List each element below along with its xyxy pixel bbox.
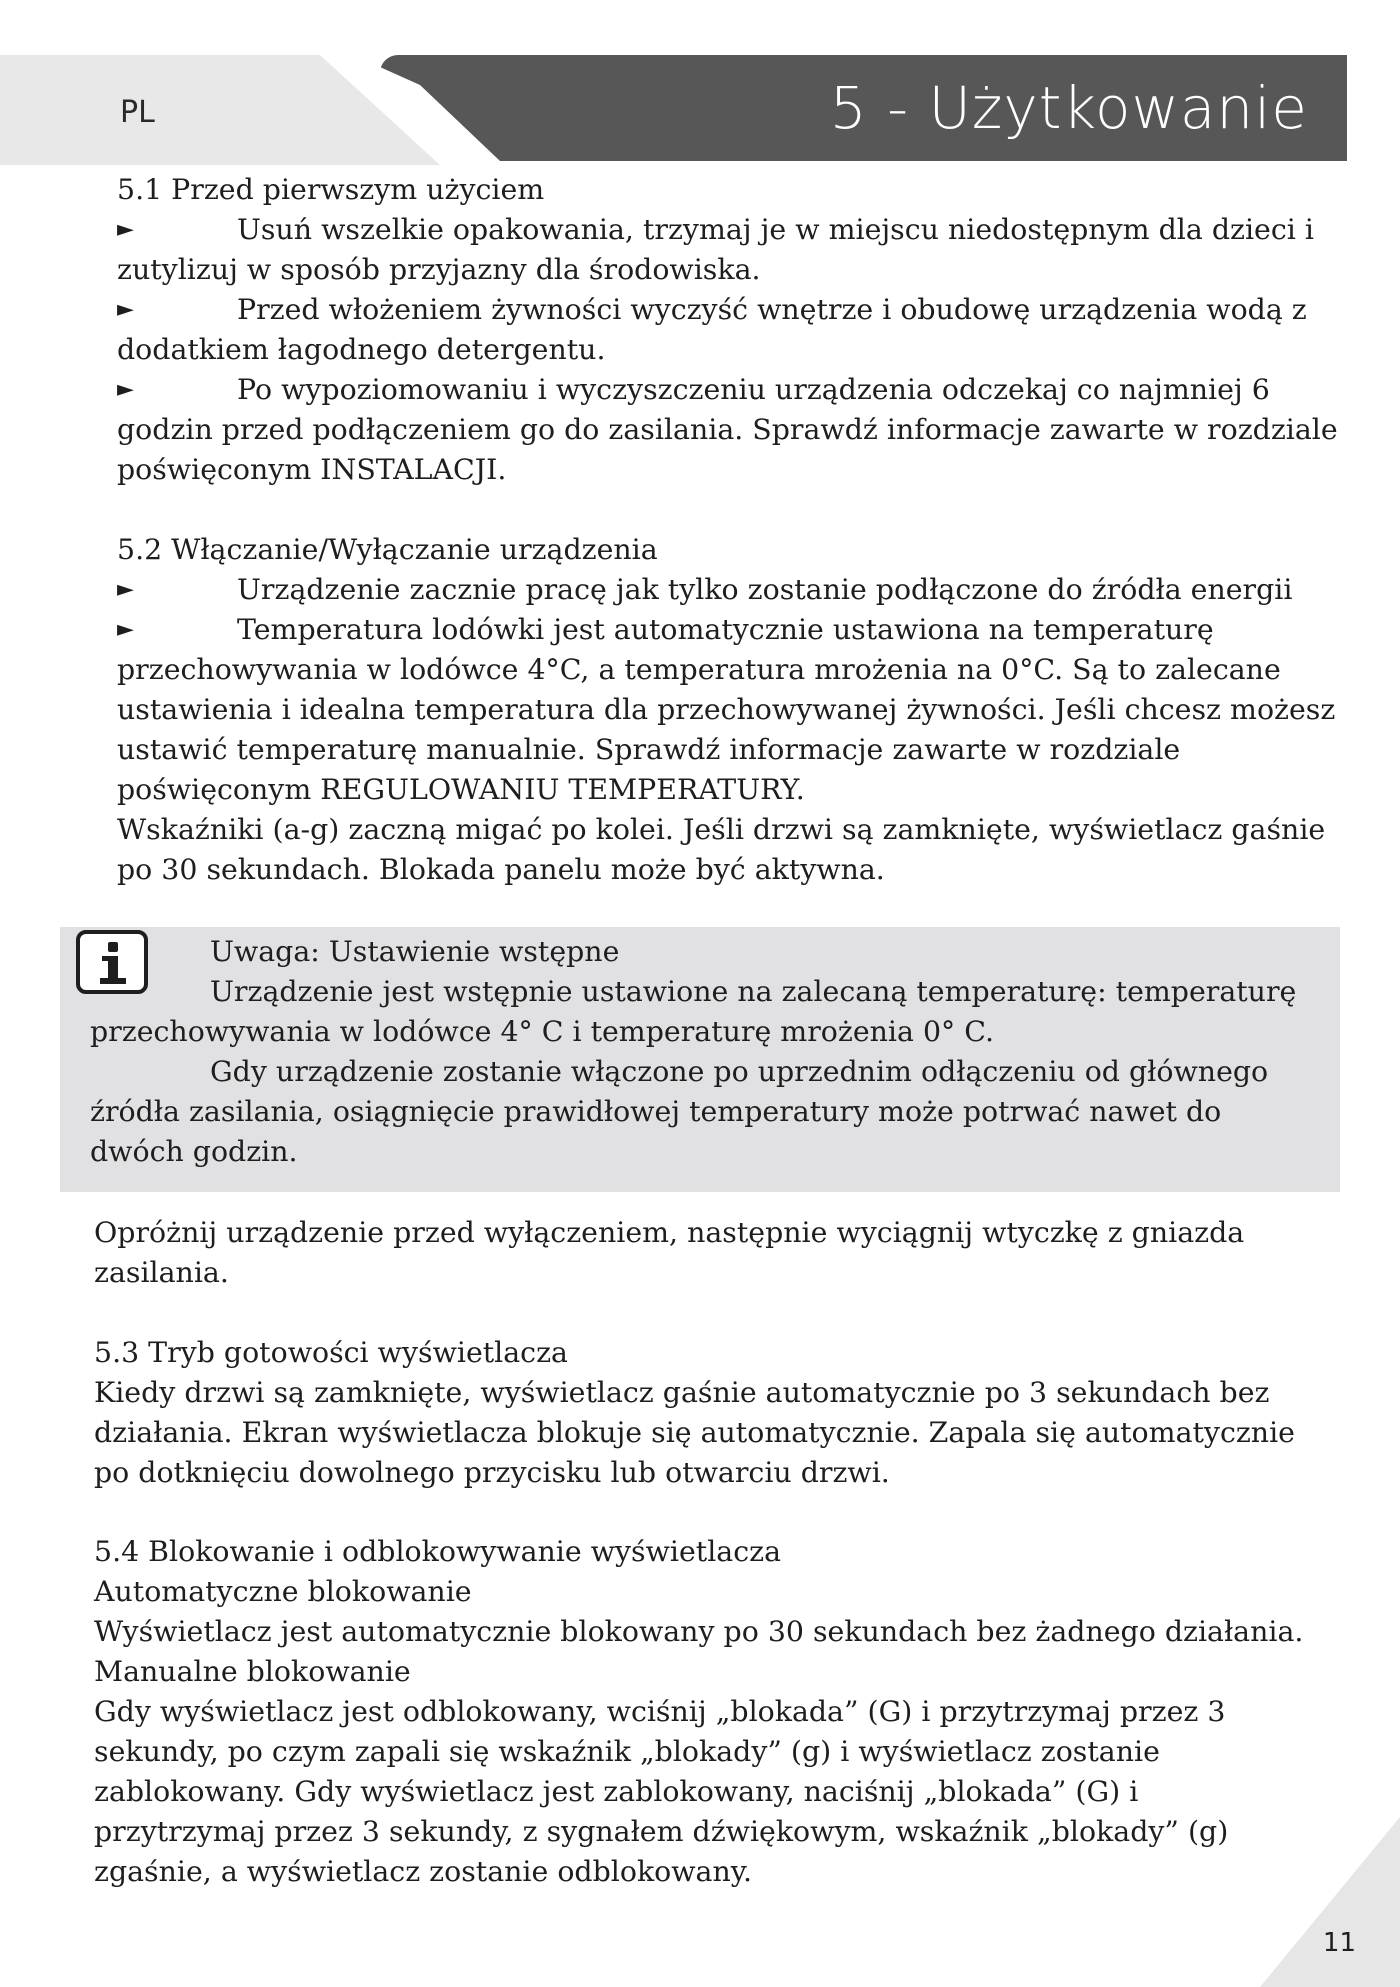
bullet-text: Przed włożeniem żywności wyczyść wnętrze i obudowę urządzenia wodą z	[237, 293, 1307, 326]
section-5-4-heading: 5.4 Blokowanie i odblokowywanie wyświetlacza	[94, 1535, 781, 1568]
page-number: 11	[1322, 1928, 1356, 1958]
bullet-text-cont: ustawienia i idealna temperatura dla przechowywanej żywności. Jeśli chcesz możesz	[117, 693, 1336, 726]
paragraph-line: Gdy wyświetlacz jest odblokowany, wciśnij „blokada” (G) i przytrzymaj przez 3	[94, 1695, 1226, 1728]
section-5-2	[117, 530, 1335, 890]
paragraph-line: po 30 sekundach. Blokada panelu może być aktywna.	[117, 853, 885, 886]
paragraph-line: sekundy, po czym zapali się wskaźnik „blokady” (g) i wyświetlacz zostanie	[94, 1735, 1160, 1768]
section-5-4	[94, 1532, 1303, 1892]
note-line: przechowywania w lodówce 4° C i temperaturę mrożenia 0° C.	[90, 1015, 994, 1048]
section-5-3-heading: 5.3 Tryb gotowości wyświetlacza	[94, 1336, 568, 1369]
bullet-item	[117, 570, 1335, 610]
note-title: Uwaga: Ustawienie wstępne	[210, 935, 620, 968]
bullet-arrow-icon: ►	[117, 377, 134, 402]
section-5-2-heading: 5.2 Włączanie/Wyłączanie urządzenia	[117, 533, 658, 566]
section-5-3	[94, 1333, 1295, 1493]
bullet-text: Po wypoziomowaniu i wyczyszczeniu urządzenia odczekaj co najmniej 6	[237, 373, 1270, 406]
paragraph-line: Wskaźniki (a-g) zaczną migać po kolei. Jeśli drzwi są zamknięte, wyświetlacz gaśnie	[117, 813, 1326, 846]
paragraph-line: po dotknięciu dowolnego przycisku lub otwarciu drzwi.	[94, 1456, 890, 1489]
info-note-text	[90, 932, 1296, 1172]
bullet-text-cont: poświęconym REGULOWANIU TEMPERATURY.	[117, 773, 805, 806]
note-line: dwóch godzin.	[90, 1135, 298, 1168]
page-title: 5 - Użytkowanie	[829, 74, 1308, 142]
header-left-tab	[0, 55, 440, 165]
bullet-arrow-icon: ►	[117, 217, 134, 242]
paragraph-line: zgaśnie, a wyświetlacz zostanie odblokowany.	[94, 1855, 753, 1888]
paragraph-line: Wyświetlacz jest automatycznie blokowany po 30 sekundach bez żadnego działania.	[94, 1615, 1304, 1648]
unplug-paragraph	[94, 1213, 1244, 1293]
bullet-item	[117, 610, 1335, 650]
subheading-auto-lock: Automatyczne blokowanie	[94, 1575, 472, 1608]
bullet-text-cont: zutylizuj w sposób przyjazny dla środowiska.	[117, 253, 761, 286]
bullet-item	[117, 290, 1338, 330]
section-5-1-heading: 5.1 Przed pierwszym użyciem	[117, 173, 545, 206]
bullet-arrow-icon: ►	[117, 297, 134, 322]
note-line: Gdy urządzenie zostanie włączone po uprzednim odłączeniu od głównego	[210, 1055, 1269, 1088]
language-label: PL	[120, 95, 155, 130]
bullet-text-cont: przechowywania w lodówce 4°C, a temperatura mrożenia na 0°C. Są to zalecane	[117, 653, 1281, 686]
bullet-arrow-icon: ►	[117, 577, 134, 602]
subheading-manual-lock: Manualne blokowanie	[94, 1655, 411, 1688]
bullet-arrow-icon: ►	[117, 617, 134, 642]
bullet-item	[117, 210, 1338, 250]
bullet-text: Temperatura lodówki jest automatycznie ustawiona na temperaturę	[237, 613, 1214, 646]
paragraph-line: Opróżnij urządzenie przed wyłączeniem, następnie wyciągnij wtyczkę z gniazda	[94, 1216, 1245, 1249]
bullet-text: Usuń wszelkie opakowania, trzymaj je w miejscu niedostępnym dla dzieci i	[237, 213, 1314, 246]
bullet-text-cont: poświęconym INSTALACJI.	[117, 453, 507, 486]
bullet-text: Urządzenie zacznie pracę jak tylko zostanie podłączone do źródła energii	[237, 573, 1293, 606]
paragraph-line: Kiedy drzwi są zamknięte, wyświetlacz gaśnie automatycznie po 3 sekundach bez	[94, 1376, 1270, 1409]
paragraph-line: zablokowany. Gdy wyświetlacz jest zablokowany, naciśnij „blokada” (G) i	[94, 1775, 1139, 1808]
bullet-text-cont: ustawić temperaturę manualnie. Sprawdź informacje zawarte w rozdziale	[117, 733, 1181, 766]
note-line: Urządzenie jest wstępnie ustawione na zalecaną temperaturę: temperaturę	[210, 975, 1297, 1008]
paragraph-line: zasilania.	[94, 1256, 229, 1289]
paragraph-line: przytrzymaj przez 3 sekundy, z sygnałem dźwiękowym, wskaźnik „blokady” (g)	[94, 1815, 1229, 1848]
note-line: źródła zasilania, osiągnięcie prawidłowej temperatury może potrwać nawet do	[90, 1095, 1222, 1128]
bullet-item	[117, 370, 1338, 410]
bullet-text-cont: dodatkiem łagodnego detergentu.	[117, 333, 606, 366]
section-5-1	[117, 170, 1338, 490]
bullet-text-cont: godzin przed podłączeniem go do zasilania. Sprawdź informacje zawarte w rozdziale	[117, 413, 1338, 446]
paragraph-line: działania. Ekran wyświetlacza blokuje się automatycznie. Zapala się automatycznie	[94, 1416, 1295, 1449]
